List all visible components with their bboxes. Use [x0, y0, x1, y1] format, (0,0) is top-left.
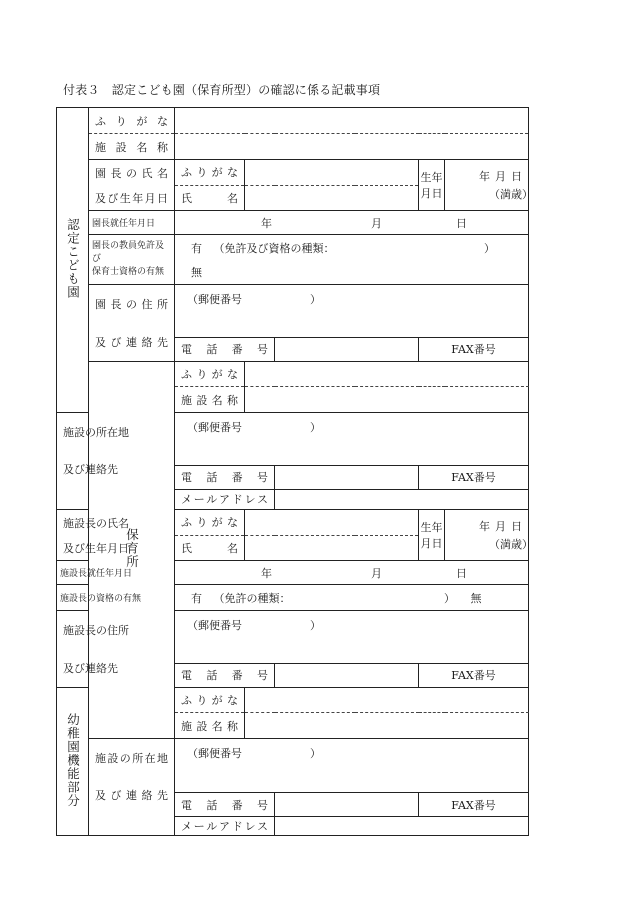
- hoikusho-director-phone-field[interactable]: [275, 663, 419, 687]
- label-facility-name: 施設名称: [175, 713, 245, 739]
- hoikusho-director-furigana-field[interactable]: [245, 510, 419, 536]
- section-youchien-header: 幼稚園機能部分: [57, 688, 89, 836]
- label-furigana: ふりがな: [89, 108, 175, 134]
- label-director-name-birth: 施設長の氏名 及び生年月日: [57, 510, 89, 561]
- section-hoikusho-header: 保育所: [89, 362, 175, 739]
- youchien-furigana-field[interactable]: [245, 688, 529, 713]
- label-phone: 電話番号: [175, 663, 275, 687]
- label-facility-location: 施設の所在地 及び連絡先: [89, 739, 175, 836]
- label-head-address: 園長の住所 及び連絡先: [89, 285, 175, 362]
- kodomoen-phone-field[interactable]: [275, 337, 419, 361]
- label-furigana: ふりがな: [175, 362, 245, 387]
- hoikusho-appointed-date-field[interactable]: 年 月 日: [175, 561, 529, 585]
- label-birthdate: 生年月日: [419, 160, 445, 211]
- hoikusho-location-address-field[interactable]: （郵便番号 ）: [175, 413, 529, 466]
- label-facility-name: 施設名称: [175, 387, 245, 413]
- youchien-email-field[interactable]: [275, 817, 529, 836]
- label-phone: 電話番号: [175, 465, 275, 489]
- label-fax: FAX番号: [419, 663, 529, 687]
- label-head-furigana: ふりがな: [175, 160, 245, 186]
- hoikusho-director-birthdate-field[interactable]: 年 月 日 （満 歳）: [445, 510, 529, 561]
- youchien-phone-field[interactable]: [275, 792, 419, 817]
- label-director-name: 氏名: [175, 535, 245, 561]
- kodomoen-license-yes-row[interactable]: 有 （免許及び資格の種類： ）: [175, 235, 529, 261]
- label-director-appointed: 施設長就任年月日: [57, 561, 89, 585]
- label-email: メールアドレス: [175, 489, 275, 509]
- label-fax: FAX番号: [419, 465, 529, 489]
- kodomoen-head-name-field[interactable]: [245, 185, 419, 211]
- label-head-name-birth: 園長の氏名 及び生年月日: [89, 160, 175, 211]
- kodomoen-license-no-row[interactable]: 無: [175, 261, 529, 285]
- hoikusho-phone-field[interactable]: [275, 465, 419, 489]
- label-director-address: 施設長の住所 及び連絡先: [57, 611, 89, 688]
- hoikusho-license-row[interactable]: 有 （免許の種類： ） 無: [175, 585, 529, 611]
- label-director-license: 施設長の資格の有無: [57, 585, 89, 611]
- label-facility-location: 施設の所在地 及び連絡先: [57, 413, 89, 510]
- label-facility-name: 施設名称: [89, 134, 175, 160]
- kodomoen-appointed-date-field[interactable]: 年 月 日: [175, 211, 529, 235]
- label-phone: 電話番号: [175, 792, 275, 817]
- label-appointed-date: 園長就任年月日: [89, 211, 175, 235]
- label-head-name: 氏名: [175, 185, 245, 211]
- label-furigana: ふりがな: [175, 688, 245, 713]
- kodomoen-head-address-field[interactable]: （郵便番号 ）: [175, 285, 529, 338]
- hoikusho-director-name-field[interactable]: [245, 535, 419, 561]
- kodomoen-head-furigana-field[interactable]: [245, 160, 419, 186]
- label-birthdate: 生年月日: [419, 510, 445, 561]
- confirmation-form-table: [56, 107, 533, 836]
- kodomoen-furigana-field[interactable]: [175, 108, 529, 134]
- label-phone: 電話番号: [175, 337, 275, 361]
- label-director-furigana: ふりがな: [175, 510, 245, 536]
- section-kodomoen-header: 認定こども園: [57, 108, 89, 413]
- hoikusho-facility-name-field[interactable]: [245, 387, 529, 413]
- page-title: 付表３ 認定こども園（保育所型）の確認に係る記載事項: [63, 83, 381, 97]
- kodomoen-facility-name-field[interactable]: [175, 134, 529, 160]
- kodomoen-head-birthdate-field[interactable]: 年 月 日 （満 歳）: [445, 160, 529, 211]
- hoikusho-furigana-field[interactable]: [245, 362, 529, 387]
- label-fax: FAX番号: [419, 337, 529, 361]
- label-fax: FAX番号: [419, 792, 529, 817]
- hoikusho-director-address-field[interactable]: （郵便番号 ）: [175, 611, 529, 664]
- youchien-location-address-field[interactable]: （郵便番号 ）: [175, 739, 529, 793]
- hoikusho-email-field[interactable]: [275, 489, 529, 509]
- label-license: 園長の教員免許及び 保育士資格の有無: [89, 235, 175, 285]
- label-email: メールアドレス: [175, 817, 275, 836]
- youchien-facility-name-field[interactable]: [245, 713, 529, 739]
